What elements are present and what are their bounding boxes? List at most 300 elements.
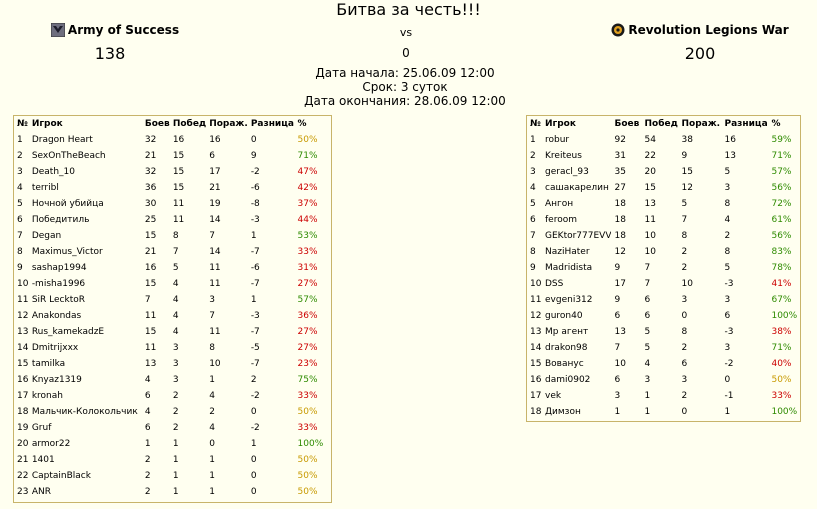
battles-cell: 7 xyxy=(614,343,621,353)
difference-cell: 1 xyxy=(724,407,731,417)
battles-cell: 16 xyxy=(144,263,157,273)
table-row xyxy=(14,292,331,308)
wins-cell: 15 xyxy=(644,183,656,193)
percent-cell: 36% xyxy=(297,311,318,321)
wins-cell: 4 xyxy=(172,327,179,337)
player-name[interactable]: ANR xyxy=(31,487,51,497)
difference-cell: -7 xyxy=(250,327,260,337)
losses-cell: 11 xyxy=(209,263,221,273)
difference-cell: -2 xyxy=(250,167,260,177)
table-row xyxy=(14,212,331,228)
rank-cell: 9 xyxy=(530,263,536,273)
table-row xyxy=(14,468,331,484)
difference-cell: 2 xyxy=(724,231,731,241)
battles-cell: 21 xyxy=(144,247,157,257)
column-header: № xyxy=(530,119,541,129)
difference-cell: -7 xyxy=(250,247,260,257)
left-clan-players-panel xyxy=(13,115,332,503)
vs-score: 0 xyxy=(402,46,410,60)
wins-cell: 4 xyxy=(172,279,179,289)
battles-cell: 17 xyxy=(614,279,626,289)
player-name[interactable]: 1401 xyxy=(31,455,55,465)
losses-cell: 12 xyxy=(681,183,693,193)
player-name[interactable]: Mp агент xyxy=(545,327,589,337)
wins-cell: 2 xyxy=(172,407,179,417)
column-header: Игрок xyxy=(31,119,63,129)
wins-cell: 3 xyxy=(172,359,179,369)
losses-cell: 10 xyxy=(681,279,693,289)
rank-cell: 14 xyxy=(17,343,29,353)
battles-cell: 6 xyxy=(614,375,621,385)
difference-cell: -3 xyxy=(724,279,734,289)
player-name[interactable]: Madridista xyxy=(545,263,593,273)
difference-cell: 3 xyxy=(724,343,731,353)
table-row xyxy=(527,292,798,308)
player-name[interactable]: Ангон xyxy=(545,199,574,209)
losses-cell: 2 xyxy=(681,247,688,257)
battles-cell: 21 xyxy=(144,151,157,161)
percent-cell: 71% xyxy=(297,151,318,161)
losses-cell: 10 xyxy=(209,359,221,369)
percent-cell: 33% xyxy=(297,247,318,257)
player-name[interactable]: Мальчик-Колокольчик xyxy=(31,407,138,417)
percent-cell: 83% xyxy=(771,247,792,257)
wins-cell: 4 xyxy=(644,359,651,369)
wins-cell: 1 xyxy=(172,471,179,481)
losses-cell: 1 xyxy=(209,375,215,385)
percent-cell: 75% xyxy=(297,375,318,385)
right-clan-players-table xyxy=(527,116,798,420)
difference-cell: -5 xyxy=(250,343,260,353)
army-of-success-clan-icon xyxy=(51,23,65,37)
rank-cell: 18 xyxy=(17,407,29,417)
rank-cell: 17 xyxy=(530,391,542,401)
battles-cell: 92 xyxy=(614,135,626,145)
player-name[interactable]: armor22 xyxy=(31,439,71,449)
rank-cell: 20 xyxy=(17,439,29,449)
difference-cell: -2 xyxy=(250,423,260,433)
wins-cell: 6 xyxy=(644,295,651,305)
wins-cell: 7 xyxy=(644,279,651,289)
wins-cell: 2 xyxy=(172,423,179,433)
percent-cell: 50% xyxy=(297,471,318,481)
rank-cell: 7 xyxy=(17,231,23,241)
losses-cell: 2 xyxy=(681,343,688,353)
table-row xyxy=(14,484,331,500)
player-name[interactable]: sashap1994 xyxy=(31,263,87,273)
table-header-row xyxy=(14,116,331,132)
player-name[interactable]: Победитиль xyxy=(31,215,90,225)
table-row xyxy=(527,196,798,212)
table-row xyxy=(527,180,798,196)
battles-cell: 11 xyxy=(144,343,157,353)
battles-cell: 10 xyxy=(614,359,626,369)
battles-cell: 15 xyxy=(144,231,157,241)
wins-cell: 4 xyxy=(172,295,179,305)
percent-cell: 78% xyxy=(771,263,792,273)
rank-cell: 3 xyxy=(530,167,536,177)
wins-cell: 13 xyxy=(644,199,656,209)
rank-cell: 8 xyxy=(530,247,536,257)
table-row xyxy=(14,452,331,468)
rank-cell: 23 xyxy=(17,487,29,497)
player-name[interactable]: NaziHater xyxy=(545,247,590,257)
rank-cell: 4 xyxy=(530,183,536,193)
table-row xyxy=(14,148,331,164)
start-date: Дата начала: 25.06.09 12:00 xyxy=(315,66,495,80)
rank-cell: 2 xyxy=(17,151,23,161)
rank-cell: 1 xyxy=(530,135,536,145)
losses-cell: 3 xyxy=(681,295,688,305)
losses-cell: 7 xyxy=(681,215,688,225)
wins-cell: 1 xyxy=(172,439,179,449)
rank-cell: 8 xyxy=(17,247,23,257)
difference-cell: 6 xyxy=(724,311,731,321)
percent-cell: 100% xyxy=(297,439,324,449)
table-row xyxy=(14,276,331,292)
difference-cell: 2 xyxy=(250,375,257,385)
battles-cell: 6 xyxy=(144,391,151,401)
wins-cell: 11 xyxy=(172,199,185,209)
percent-cell: 50% xyxy=(297,407,318,417)
wins-cell: 11 xyxy=(172,215,185,225)
losses-cell: 7 xyxy=(209,231,215,241)
table-row xyxy=(527,308,798,324)
difference-cell: 13 xyxy=(724,151,736,161)
percent-cell: 33% xyxy=(297,391,318,401)
rank-cell: 17 xyxy=(17,391,29,401)
difference-cell: -1 xyxy=(724,391,734,401)
difference-cell: 1 xyxy=(250,439,257,449)
wins-cell: 1 xyxy=(172,487,179,497)
rank-cell: 5 xyxy=(530,199,536,209)
player-name[interactable]: CaptainBlack xyxy=(31,471,91,481)
right-clan-header xyxy=(605,22,795,37)
left-clan-header xyxy=(40,22,190,37)
player-name[interactable]: Rus_kamekadzE xyxy=(31,327,105,337)
table-row xyxy=(527,244,798,260)
table-row xyxy=(14,420,331,436)
player-name[interactable]: geracl_93 xyxy=(545,167,589,177)
battles-cell: 3 xyxy=(614,391,621,401)
difference-cell: 3 xyxy=(724,295,731,305)
table-row xyxy=(527,228,798,244)
wins-cell: 54 xyxy=(644,135,656,145)
losses-cell: 6 xyxy=(681,359,688,369)
difference-cell: 1 xyxy=(250,295,257,305)
rank-cell: 13 xyxy=(530,327,542,337)
rank-cell: 15 xyxy=(530,359,542,369)
player-name[interactable]: drakon98 xyxy=(545,343,588,353)
battles-cell: 25 xyxy=(144,215,157,225)
rank-cell: 11 xyxy=(530,295,542,305)
player-name[interactable]: Knyaz1319 xyxy=(31,375,82,385)
battle-dates xyxy=(290,66,520,108)
player-name[interactable]: guron40 xyxy=(545,311,583,321)
table-row xyxy=(527,404,798,420)
table-row xyxy=(527,164,798,180)
battles-cell: 27 xyxy=(614,183,626,193)
difference-cell: -8 xyxy=(250,199,260,209)
difference-cell: 0 xyxy=(250,407,257,417)
losses-cell: 2 xyxy=(209,407,215,417)
difference-cell: 0 xyxy=(250,487,257,497)
column-header: Разница xyxy=(724,119,768,129)
wins-cell: 8 xyxy=(172,231,179,241)
percent-cell: 38% xyxy=(771,327,792,337)
percent-cell: 27% xyxy=(297,343,318,353)
right-clan-players-panel xyxy=(526,115,801,422)
percent-cell: 41% xyxy=(771,279,792,289)
left-clan-score: 138 xyxy=(94,44,126,63)
difference-cell: 0 xyxy=(724,375,731,385)
wins-cell: 15 xyxy=(172,167,185,177)
wins-cell: 10 xyxy=(644,231,656,241)
difference-cell: 3 xyxy=(724,183,731,193)
losses-cell: 6 xyxy=(209,151,215,161)
rank-cell: 11 xyxy=(17,295,29,305)
battles-cell: 32 xyxy=(144,167,157,177)
player-name[interactable]: Degan xyxy=(31,231,62,241)
player-name[interactable]: terribl xyxy=(31,183,59,193)
player-name[interactable]: Dmitrijxxx xyxy=(31,343,79,353)
table-row xyxy=(14,180,331,196)
rank-cell: 13 xyxy=(17,327,29,337)
table-row xyxy=(14,340,331,356)
rank-cell: 10 xyxy=(17,279,29,289)
rank-cell: 4 xyxy=(17,183,23,193)
rank-cell: 3 xyxy=(17,167,23,177)
percent-cell: 56% xyxy=(771,231,792,241)
table-row xyxy=(527,276,798,292)
percent-cell: 53% xyxy=(297,231,318,241)
rank-cell: 15 xyxy=(17,359,29,369)
battles-cell: 15 xyxy=(144,279,157,289)
player-name[interactable]: сашакарелин xyxy=(545,183,609,193)
battles-cell: 18 xyxy=(614,199,626,209)
losses-cell: 15 xyxy=(681,167,693,177)
player-name[interactable]: Вованус xyxy=(545,359,584,369)
losses-cell: 3 xyxy=(209,295,215,305)
difference-cell: -6 xyxy=(250,263,260,273)
table-row xyxy=(527,372,798,388)
table-header-row xyxy=(527,116,798,132)
rank-cell: 10 xyxy=(530,279,542,289)
table-row xyxy=(14,356,331,372)
rank-cell: 1 xyxy=(17,135,23,145)
percent-cell: 50% xyxy=(297,487,318,497)
player-name[interactable]: robur xyxy=(545,135,570,145)
player-name[interactable]: Kreiteus xyxy=(545,151,582,161)
percent-cell: 100% xyxy=(771,407,798,417)
left-clan-name[interactable]: Army of Success xyxy=(67,22,180,37)
player-name[interactable]: Death_10 xyxy=(31,167,75,177)
wins-cell: 6 xyxy=(644,311,651,321)
difference-cell: 8 xyxy=(724,247,731,257)
player-name[interactable]: DSS xyxy=(545,279,564,289)
difference-cell: 16 xyxy=(724,135,736,145)
table-row xyxy=(527,324,798,340)
percent-cell: 42% xyxy=(297,183,318,193)
player-name[interactable]: Gruf xyxy=(31,423,52,433)
losses-cell: 8 xyxy=(681,231,688,241)
column-header: Боев xyxy=(144,119,170,129)
rank-cell: 18 xyxy=(530,407,542,417)
table-row xyxy=(14,196,331,212)
battles-cell: 2 xyxy=(144,487,151,497)
table-row xyxy=(527,132,798,148)
difference-cell: 1 xyxy=(250,231,257,241)
column-header: Пораж. xyxy=(209,119,248,129)
page-title: Битва за честь!!! xyxy=(336,0,481,19)
percent-cell: 61% xyxy=(771,215,792,225)
table-row xyxy=(14,404,331,420)
wins-cell: 3 xyxy=(172,343,179,353)
battles-cell: 2 xyxy=(144,471,151,481)
percent-cell: 27% xyxy=(297,279,318,289)
wins-cell: 3 xyxy=(172,375,179,385)
battles-cell: 12 xyxy=(614,247,626,257)
player-name[interactable]: evgeni312 xyxy=(545,295,593,305)
rank-cell: 6 xyxy=(17,215,23,225)
table-row xyxy=(14,308,331,324)
wins-cell: 3 xyxy=(644,375,651,385)
difference-cell: 0 xyxy=(250,471,257,481)
rank-cell: 5 xyxy=(17,199,23,209)
percent-cell: 57% xyxy=(297,295,318,305)
difference-cell: -2 xyxy=(250,391,260,401)
battles-cell: 18 xyxy=(614,215,626,225)
column-header: % xyxy=(297,119,307,129)
table-row xyxy=(14,244,331,260)
rank-cell: 16 xyxy=(17,375,29,385)
player-name[interactable]: feroom xyxy=(545,215,577,225)
losses-cell: 16 xyxy=(209,135,221,145)
end-date: Дата окончания: 28.06.09 12:00 xyxy=(304,94,506,108)
percent-cell: 33% xyxy=(771,391,792,401)
difference-cell: 5 xyxy=(724,167,731,177)
percent-cell: 50% xyxy=(771,375,792,385)
wins-cell: 22 xyxy=(644,151,656,161)
table-row xyxy=(14,324,331,340)
table-row xyxy=(14,436,331,452)
difference-cell: -3 xyxy=(250,215,260,225)
difference-cell: 8 xyxy=(724,199,731,209)
table-row xyxy=(14,388,331,404)
losses-cell: 4 xyxy=(209,391,215,401)
column-header: % xyxy=(771,119,781,129)
battles-cell: 9 xyxy=(614,295,621,305)
percent-cell: 100% xyxy=(771,311,798,321)
difference-cell: 0 xyxy=(250,135,257,145)
battles-cell: 30 xyxy=(144,199,157,209)
player-name[interactable]: Dragon Heart xyxy=(31,135,93,145)
difference-cell: 0 xyxy=(250,455,257,465)
player-name[interactable]: Maximus_Victor xyxy=(31,247,103,257)
wins-cell: 1 xyxy=(644,391,651,401)
percent-cell: 50% xyxy=(297,135,318,145)
column-header: Боев xyxy=(614,119,640,129)
wins-cell: 15 xyxy=(172,183,185,193)
rank-cell: 12 xyxy=(17,311,29,321)
battles-cell: 15 xyxy=(144,327,157,337)
losses-cell: 2 xyxy=(681,391,688,401)
battles-cell: 1 xyxy=(144,439,151,449)
percent-cell: 33% xyxy=(297,423,318,433)
rank-cell: 19 xyxy=(17,423,29,433)
player-name[interactable]: SexOnTheBeach xyxy=(31,151,106,161)
wins-cell: 1 xyxy=(644,407,651,417)
table-row xyxy=(527,340,798,356)
rank-cell: 2 xyxy=(530,151,536,161)
losses-cell: 3 xyxy=(681,375,688,385)
battle-term: Срок: 3 суток xyxy=(362,80,448,94)
losses-cell: 38 xyxy=(681,135,693,145)
battles-cell: 35 xyxy=(614,167,626,177)
player-name[interactable]: GEKtor777EVV xyxy=(545,231,612,241)
losses-cell: 17 xyxy=(209,167,221,177)
vs-label: vs xyxy=(399,26,413,39)
battles-cell: 6 xyxy=(144,423,151,433)
player-name[interactable]: Ночной убийца xyxy=(31,199,104,209)
percent-cell: 44% xyxy=(297,215,318,225)
rank-cell: 9 xyxy=(17,263,23,273)
difference-cell: -6 xyxy=(250,183,260,193)
wins-cell: 4 xyxy=(172,311,179,321)
battles-cell: 4 xyxy=(144,407,151,417)
table-row xyxy=(14,260,331,276)
wins-cell: 1 xyxy=(172,455,179,465)
player-name[interactable]: dami0902 xyxy=(545,375,591,385)
battles-cell: 13 xyxy=(144,359,157,369)
table-row xyxy=(527,356,798,372)
column-header: № xyxy=(17,119,28,129)
percent-cell: 23% xyxy=(297,359,318,369)
losses-cell: 5 xyxy=(681,199,688,209)
player-name[interactable]: Anakondas xyxy=(31,311,82,321)
battles-cell: 36 xyxy=(144,183,157,193)
player-name[interactable]: kronah xyxy=(31,391,63,401)
percent-cell: 59% xyxy=(771,135,792,145)
rank-cell: 7 xyxy=(530,231,536,241)
difference-cell: -3 xyxy=(724,327,734,337)
right-clan-name[interactable]: Revolution Legions War xyxy=(628,22,789,37)
rank-cell: 12 xyxy=(530,311,542,321)
losses-cell: 8 xyxy=(681,327,688,337)
table-row xyxy=(14,228,331,244)
difference-cell: 9 xyxy=(250,151,257,161)
losses-cell: 1 xyxy=(209,487,215,497)
player-name[interactable]: SiR LecktoR xyxy=(31,295,85,305)
column-header: Разница xyxy=(250,119,294,129)
battles-cell: 9 xyxy=(614,263,621,273)
table-row xyxy=(527,260,798,276)
losses-cell: 8 xyxy=(209,343,215,353)
table-row xyxy=(14,372,331,388)
difference-cell: -3 xyxy=(250,311,260,321)
rank-cell: 22 xyxy=(17,471,29,481)
table-row xyxy=(527,212,798,228)
player-name[interactable]: Димзон xyxy=(545,407,581,417)
percent-cell: 71% xyxy=(771,151,792,161)
losses-cell: 0 xyxy=(209,439,215,449)
player-name[interactable]: -misha1996 xyxy=(31,279,86,289)
losses-cell: 0 xyxy=(681,311,688,321)
player-name[interactable]: vek xyxy=(545,391,562,401)
wins-cell: 10 xyxy=(644,247,656,257)
right-clan-score: 200 xyxy=(684,44,716,63)
player-name[interactable]: tamilka xyxy=(31,359,66,369)
